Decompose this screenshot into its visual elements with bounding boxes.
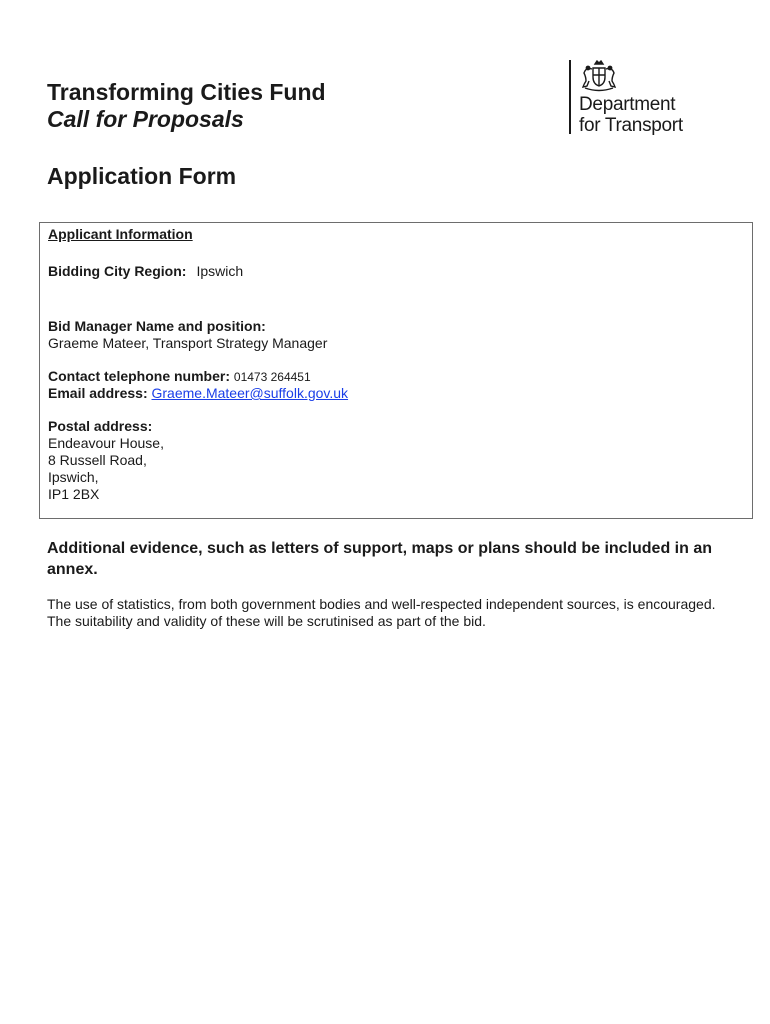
postal-label: Postal address:: [48, 418, 153, 434]
postal-line: Endeavour House,: [48, 435, 164, 451]
logo-divider: [569, 60, 571, 134]
applicant-information-box: [39, 222, 753, 519]
phone-label: Contact telephone number:: [48, 368, 231, 384]
region-label: Bidding City Region:: [48, 263, 187, 279]
postal-line: Ipswich,: [48, 469, 99, 485]
form-title: Application Form: [47, 163, 237, 189]
fund-title: Transforming Cities Fund: [47, 79, 326, 105]
royal-coat-of-arms-icon: [581, 60, 617, 92]
manager-value: Graeme Mateer, Transport Strategy Manager: [48, 335, 328, 351]
manager-label: Bid Manager Name and position:: [48, 318, 266, 334]
annex-note: Additional evidence, such as letters of support, maps or plans should be included in an annex.: [47, 540, 712, 578]
logo-text-department: Department: [579, 94, 676, 115]
dft-logo: [569, 58, 719, 138]
email-row: [48, 385, 348, 402]
call-subtitle: Call for Proposals: [47, 106, 244, 132]
email-link[interactable]: Graeme.Mateer@suffolk.gov.uk: [151, 385, 349, 401]
statistics-note: The use of statistics, from both government bodies and well-respected independent sources, is encouraged. The suitability and validity of these will be scrutinised as part of the bid.: [47, 596, 716, 629]
email-label: Email address:: [48, 385, 148, 401]
postal-line: 8 Russell Road,: [48, 452, 147, 468]
region-value: Ipswich: [196, 263, 244, 279]
logo-text-for-transport: for Transport: [579, 115, 683, 136]
postal-line: IP1 2BX: [48, 486, 100, 502]
phone-row: [48, 368, 311, 386]
region-row: [48, 263, 243, 280]
phone-value: 01473 264451: [233, 370, 311, 384]
applicant-section-heading: Applicant Information: [48, 226, 193, 242]
